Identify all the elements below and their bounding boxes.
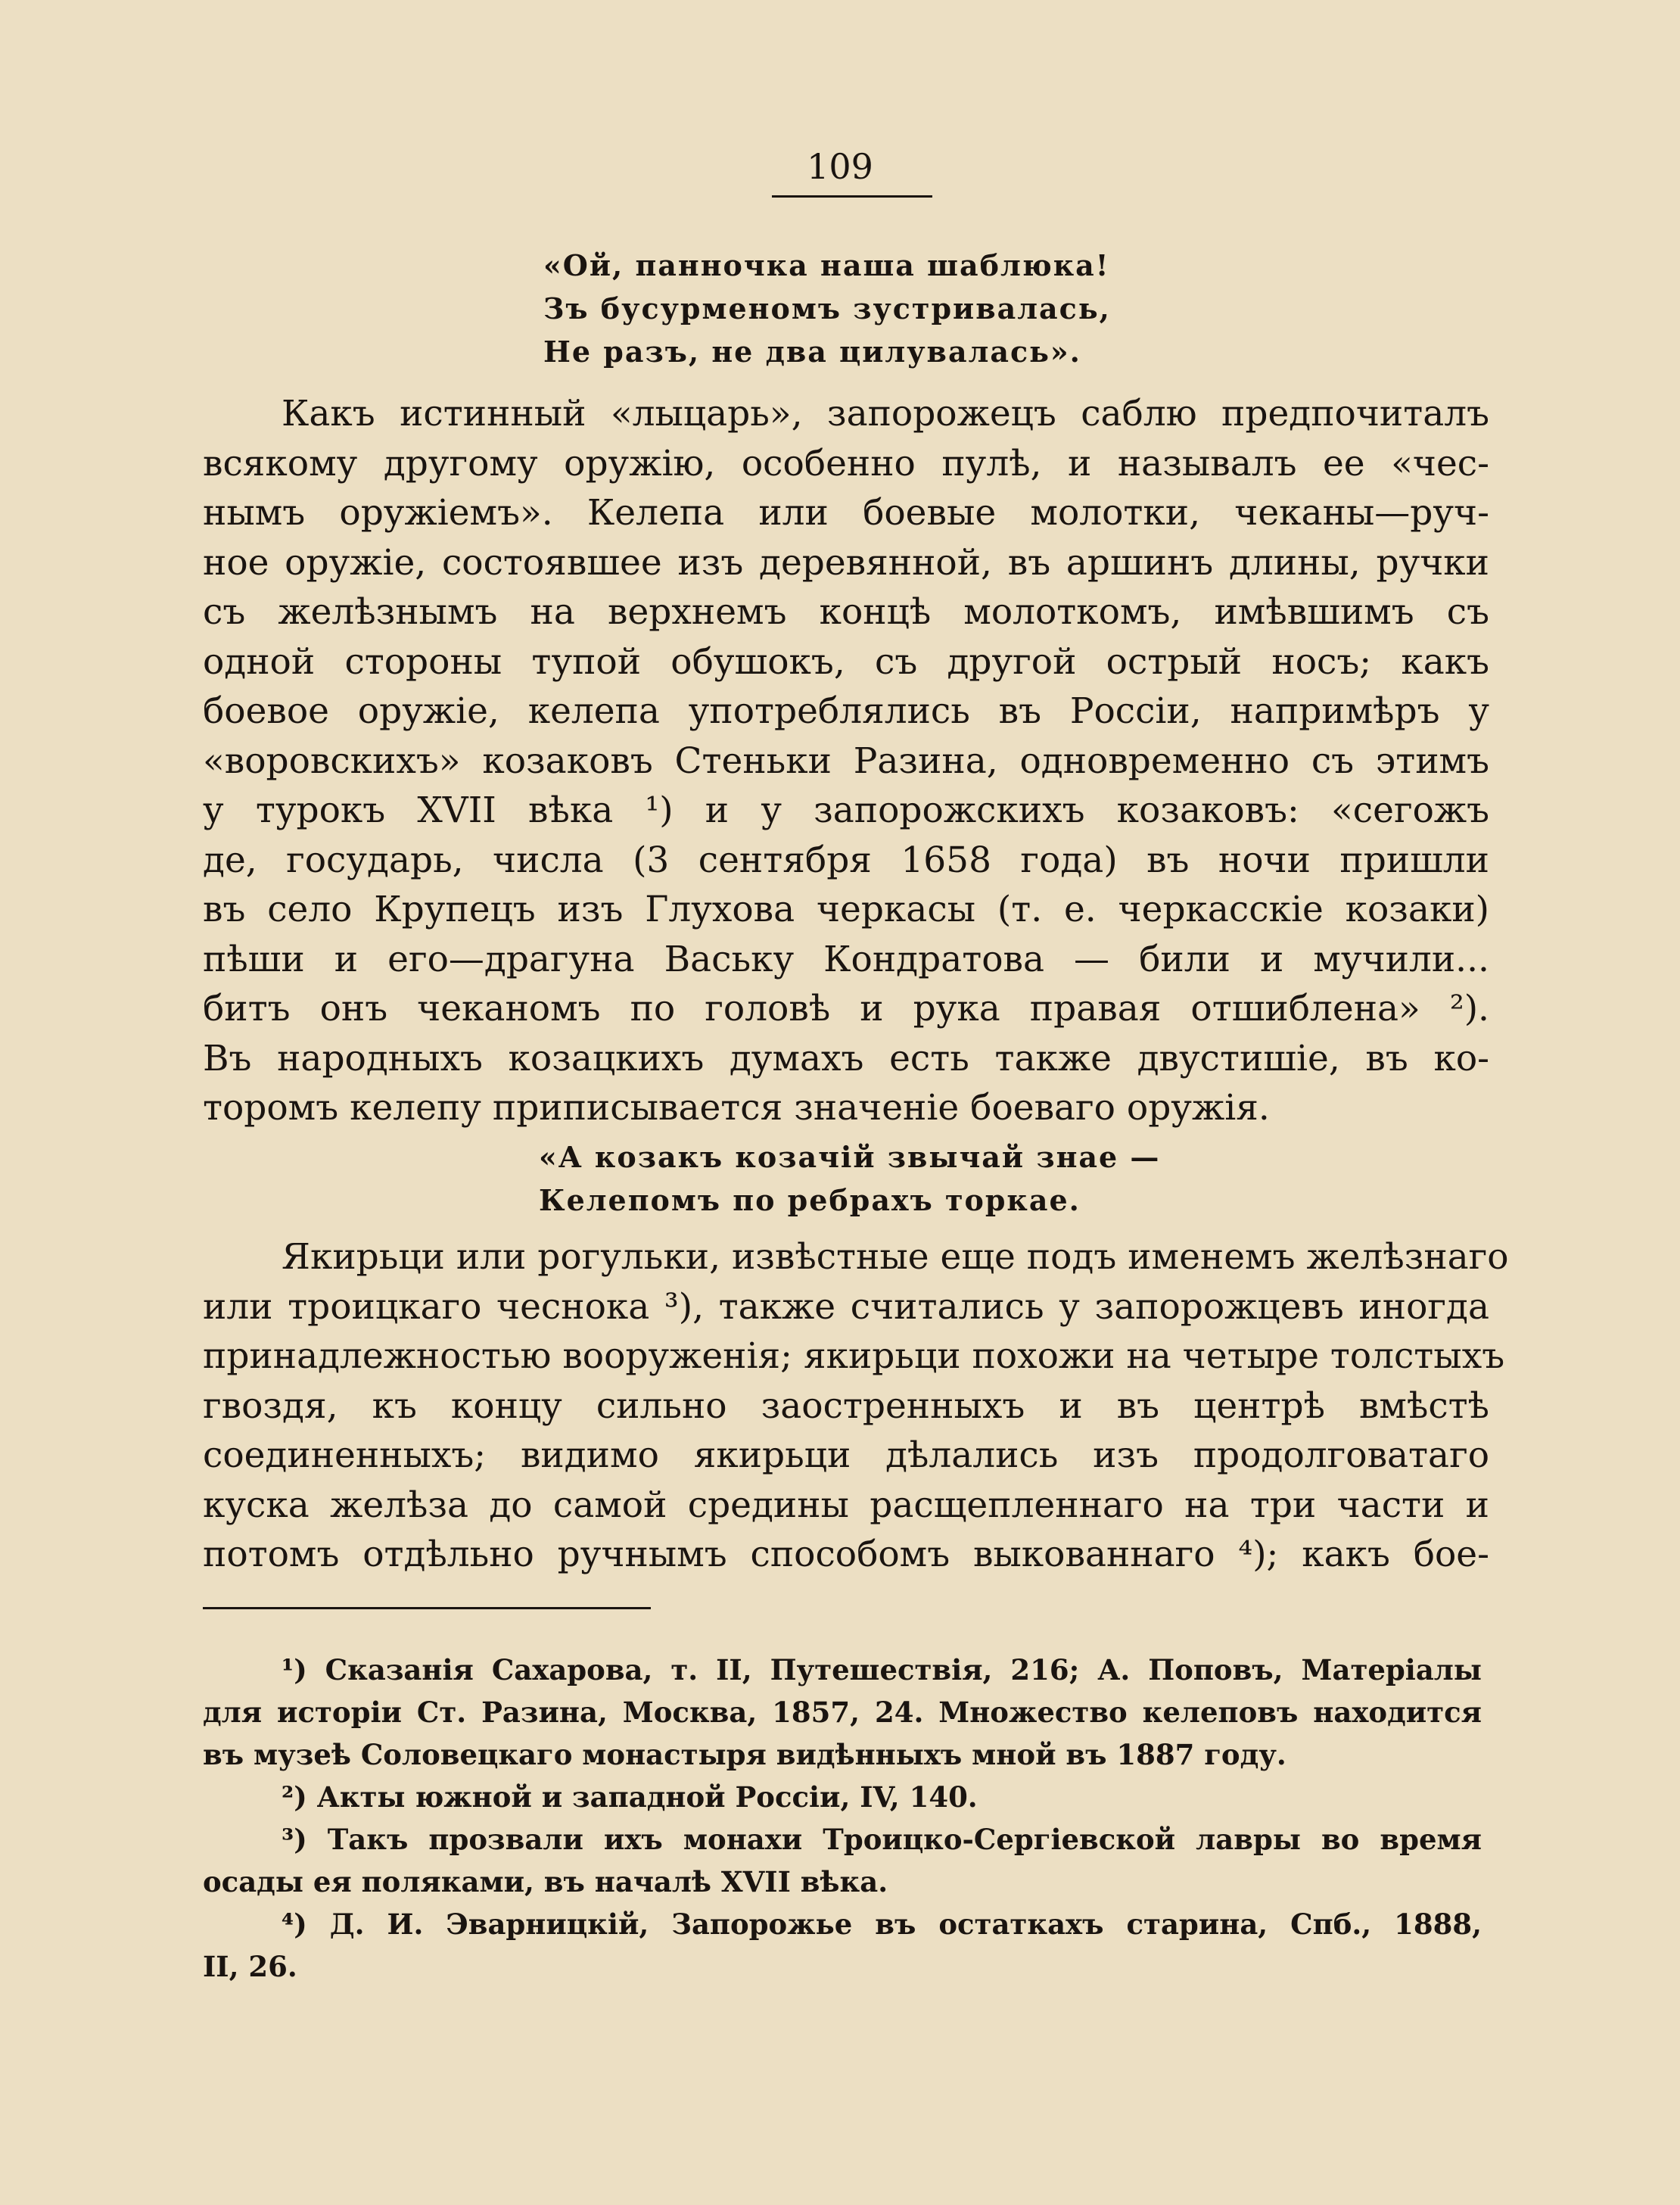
text-line: всякому другому оружію, особенно пулѣ, и называлъ ее «чес-	[203, 442, 1489, 484]
text-line: нымъ оружіемъ». Келепа или боевые молотки, чеканы—руч-	[203, 492, 1489, 534]
footnote-line: въ музеѣ Соловецкаго монастыря видѣнныхъ мной въ 1887 году.	[203, 1738, 1286, 1771]
footnote-line: ¹) Сказанія Сахарова, т. II, Путешествія, 216; А. Поповъ, Матеріалы	[282, 1653, 1482, 1686]
text-line: де, государь, числа (3 сентября 1658 года) въ ночи пришли	[203, 839, 1489, 881]
text-line: Въ народныхъ козацкихъ думахъ есть также двустишіе, въ ко-	[203, 1037, 1489, 1079]
text-line: боевое оружіе, келепа употреблялись въ Россіи, напримѣръ у	[203, 690, 1489, 732]
text-line: у турокъ XVII вѣка ¹) и у запорожскихъ козаковъ: «сегожъ	[203, 790, 1489, 831]
verse-line: Зъ бусурменомъ зустривалась,	[543, 291, 1111, 325]
text-line: или троицкаго чеснока ³), также считались у запорожцевъ иногда	[203, 1285, 1489, 1328]
verse-line: Не разъ, не два цилувалась».	[543, 335, 1081, 369]
text-line: въ село Крупецъ изъ Глухова черкасы (т. е. черкасскіе козаки)	[203, 889, 1489, 930]
text-line: ное оружіе, состоявшее изъ деревянной, въ аршинъ длины, ручки	[203, 541, 1489, 584]
footnote-separator	[203, 1607, 651, 1609]
text-line: торомъ келепу приписывается значеніе боеваго оружія.	[203, 1087, 1270, 1129]
paragraph-2	[203, 1232, 1509, 1580]
text-line: пѣши и его—драгуна Ваську Кондратова — били и мучили...	[203, 938, 1489, 980]
text-line: одной стороны тупой обушокъ, съ другой острый носъ; какъ	[203, 640, 1489, 683]
text-line: соединенныхъ; видимо якирьци дѣлались изъ продолговатаго	[203, 1434, 1489, 1476]
footnote-line: ⁴) Д. И. Эварницкій, Запорожье въ остаткахъ старина, Спб., 1888,	[282, 1908, 1482, 1941]
footnote-line: осады ея поляками, въ началѣ XVII вѣка.	[203, 1865, 888, 1898]
footnotes	[203, 1649, 1482, 1988]
text-line: «воровскихъ» козаковъ Стеньки Разина, одновременно съ этимъ	[203, 740, 1489, 782]
text-line: битъ онъ чеканомъ по головѣ и рука правая отшиблена» ²).	[203, 988, 1489, 1029]
text-line: Якирьци или рогульки, извѣстные еще подъ именемъ желѣзнаго	[282, 1236, 1509, 1278]
verse-line: «Ой, панночка наша шаблюка!	[543, 248, 1110, 282]
text-line: съ желѣзнымъ на верхнемъ концѣ молоткомъ, имѣвшимъ съ	[203, 591, 1489, 633]
text-line: принадлежностью вооруженія; якирьци похожи на четыре толстыхъ	[203, 1335, 1505, 1377]
footnote-line: ³) Такъ прозвали ихъ монахи Троицко-Сергіевской лавры во время	[282, 1823, 1482, 1856]
footnote-line: II, 26.	[203, 1950, 297, 1983]
text-line: потомъ отдѣльно ручнымъ способомъ выкованнаго ⁴); какъ бое-	[203, 1534, 1489, 1575]
verse-line: «А козакъ козачій звычай знае —	[539, 1140, 1161, 1174]
page-number-rule	[772, 195, 932, 198]
verse-block-1	[543, 244, 1300, 373]
page-number: 109	[807, 146, 873, 187]
footnote-line: ²) Акты южной и западной Россіи, IV, 140.	[282, 1780, 978, 1814]
verse-block-2	[539, 1135, 1296, 1222]
text-line: куска желѣза до самой средины расщепленнаго на три части и	[203, 1484, 1489, 1526]
text-line: гвоздя, къ концу сильно заостренныхъ и въ центрѣ вмѣстѣ	[203, 1384, 1489, 1427]
footnote-line: для исторіи Ст. Разина, Москва, 1857, 24. Множество келеповъ находится	[203, 1696, 1482, 1729]
text-line: Какъ истинный «лыцарь», запорожецъ саблю предпочиталъ	[282, 393, 1489, 434]
verse-line: Келепомъ по ребрахъ торкае.	[539, 1183, 1081, 1217]
paragraph-1	[203, 389, 1489, 1133]
